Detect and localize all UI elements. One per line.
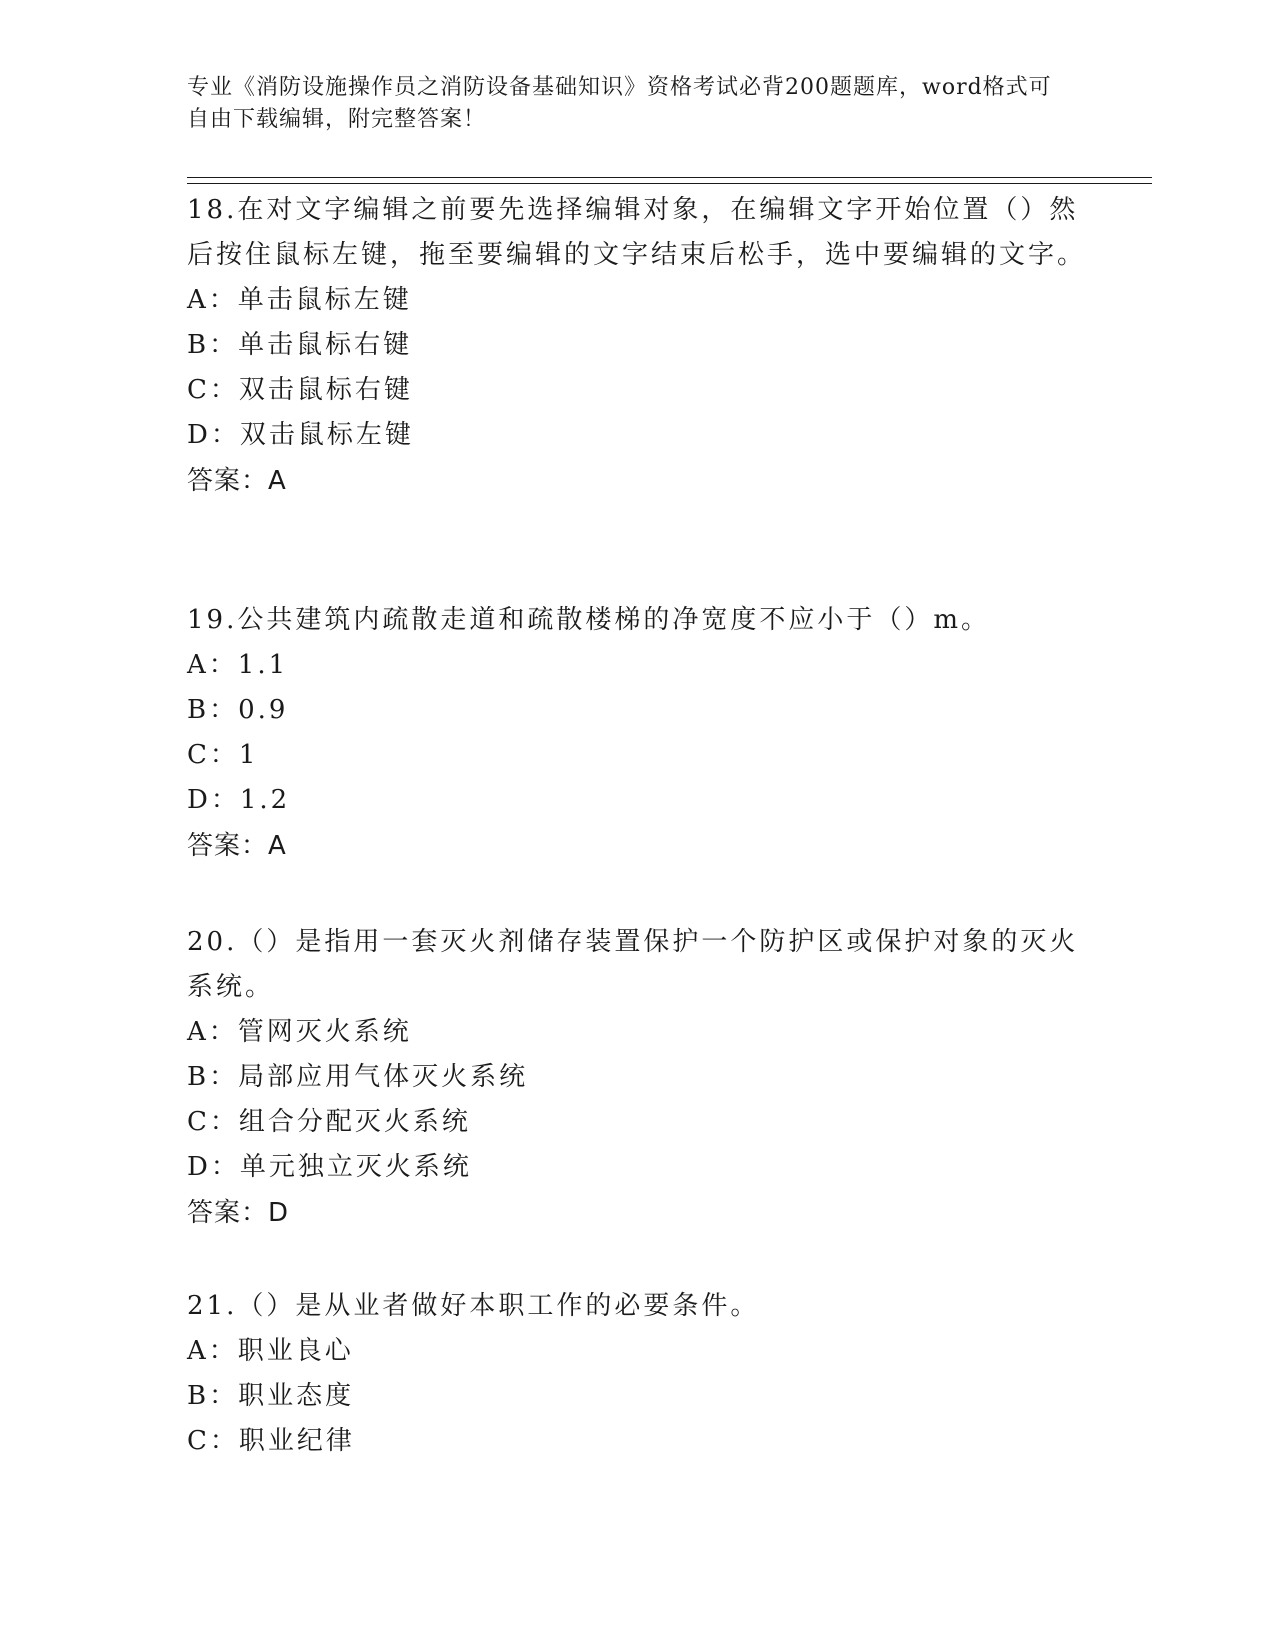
option-d: D：双击鼠标左键: [187, 420, 414, 450]
question-stem: 21.（）是从业者做好本职工作的必要条件。: [187, 1291, 760, 1321]
option-b: B：局部应用气体灭火系统: [187, 1062, 529, 1092]
option-c: C：1: [187, 740, 259, 770]
document-header: 专业《消防设施操作员之消防设备基础知识》资格考试必背200题题库，word格式可自由下载编辑，附完整答案！: [187, 75, 1052, 132]
question-stem: 18.在对文字编辑之前要先选择编辑对象，在编辑文字开始位置（）然后按住鼠标左键，拖至要编辑的文字结束后松手，选中要编辑的文字。: [187, 195, 1087, 270]
question-18: [187, 188, 1087, 504]
option-a: A：管网灭火系统: [187, 1017, 412, 1047]
option-c: C：职业纪律: [187, 1426, 355, 1456]
option-b: B：单击鼠标右键: [187, 330, 413, 360]
header-divider-bottom: [187, 183, 1152, 184]
option-b: B：0.9: [187, 695, 289, 725]
option-c: C：双击鼠标右键: [187, 375, 413, 405]
question-stem: 20.（）是指用一套灭火剂储存装置保护一个防护区或保护对象的灭火系统。: [187, 927, 1079, 1002]
option-c: C：组合分配灭火系统: [187, 1107, 471, 1137]
option-a: A：1.1: [187, 650, 289, 680]
question-stem: 19.公共建筑内疏散走道和疏散楼梯的净宽度不应小于（）m。: [187, 605, 991, 635]
option-d: D：单元独立灭火系统: [187, 1152, 472, 1182]
answer-line: 答案：A: [187, 831, 287, 861]
question-20: [187, 920, 1087, 1236]
question-19: [187, 598, 1087, 869]
answer-line: 答案：D: [187, 1198, 290, 1228]
question-21: [187, 1284, 1087, 1464]
option-a: A：单击鼠标左键: [187, 285, 412, 315]
option-a: A：职业良心: [187, 1336, 354, 1366]
option-d: D：1.2: [187, 785, 291, 815]
answer-line: 答案：A: [187, 466, 287, 496]
header-divider-top: [187, 177, 1152, 178]
option-b: B：职业态度: [187, 1381, 355, 1411]
